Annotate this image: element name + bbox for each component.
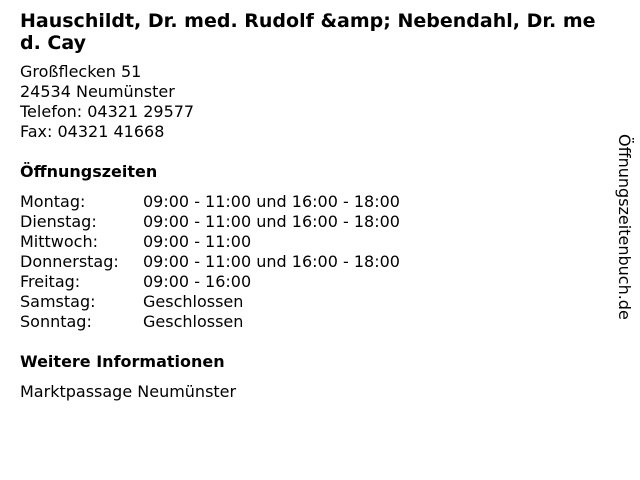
phone-number: Telefon: 04321 29577	[20, 102, 195, 121]
city-address: 24534 Neumünster	[20, 82, 175, 101]
day-label: Sonntag:	[20, 312, 92, 331]
time-value: 09:00 - 11:00 und 16:00 - 18:00	[143, 212, 400, 231]
hours-row	[20, 292, 620, 312]
hours-row	[20, 212, 620, 232]
opening-hours-table	[20, 192, 620, 332]
brand-watermark: Öffnungszeitenbuch.de	[615, 134, 634, 320]
hours-row	[20, 252, 620, 272]
time-value: 09:00 - 11:00 und 16:00 - 18:00	[143, 192, 400, 211]
hours-row	[20, 192, 620, 212]
time-value: Geschlossen	[143, 312, 244, 331]
business-card	[20, 10, 620, 402]
fax-number: Fax: 04321 41668	[20, 122, 165, 141]
day-label: Samstag:	[20, 292, 96, 311]
time-value: 09:00 - 16:00	[143, 272, 252, 291]
street-address: Großflecken 51	[20, 62, 142, 81]
time-value: Geschlossen	[143, 292, 244, 311]
more-info-text: Marktpassage Neumünster	[20, 382, 237, 401]
hours-row	[20, 312, 620, 332]
day-label: Donnerstag:	[20, 252, 119, 271]
more-info-heading: Weitere Informationen	[20, 352, 225, 371]
hours-row	[20, 272, 620, 292]
day-label: Mittwoch:	[20, 232, 98, 251]
time-value: 09:00 - 11:00 und 16:00 - 18:00	[143, 252, 400, 271]
time-value: 09:00 - 11:00	[143, 232, 252, 251]
opening-hours-heading: Öffnungszeiten	[20, 162, 158, 181]
address-block	[20, 62, 620, 142]
day-label: Montag:	[20, 192, 86, 211]
day-label: Dienstag:	[20, 212, 97, 231]
business-title: Hauschildt, Dr. med. Rudolf &amp; Nebendahl, Dr. med. Cay	[20, 10, 596, 54]
day-label: Freitag:	[20, 272, 81, 291]
hours-row	[20, 232, 620, 252]
